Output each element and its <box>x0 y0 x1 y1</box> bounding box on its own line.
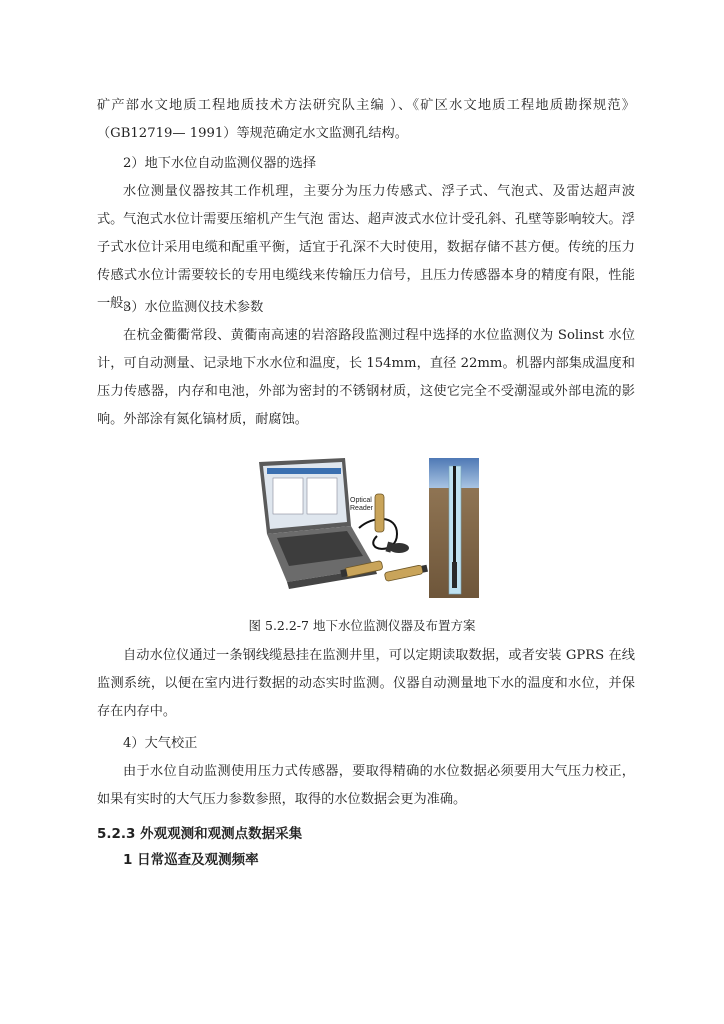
optical-reader-label: Optical Reader <box>350 497 373 512</box>
paragraph-structure-standards: 矿产部水文地质工程地质技术方法研究队主编 ）、《矿区水文地质工程地质勘探规范》（GB12719— 1991）等规范确定水文监测孔结构。 <box>97 98 635 141</box>
subsection-4-heading: 4）大气校正 <box>123 736 198 751</box>
logger-in-well <box>452 562 457 588</box>
optical-reader <box>375 494 384 532</box>
paragraph-auto-monitoring: 自动水位仪通过一条钢线缆悬挂在监测井里，可以定期读取数据，或者安装 GPRS 在线监测系统，以便在室内进行数据的动态实时监测。仪器自动测量地下水的温度和水位，并保存在内存中。 <box>97 648 635 719</box>
subsection-3-heading: 3）水位监测仪技术参数 <box>123 300 264 315</box>
paragraph-solinst-parameters: 在杭金衢衢常段、黄衢南高速的岩溶路段监测过程中选择的水位监测仪为 Solinst 水位计，可自动测量、记录地下水水位和温度，长 154mm，直径 22mm。机器内部集成温度和压力传感器，内存和电池，外部为密封的不锈钢材质，这使它完全不受潮湿或外部电流的影响。外部涂有氮化镐材质，耐腐蚀。 <box>97 328 635 427</box>
section-heading: 5.2.3 外观观测和观测点数据采集 <box>97 826 303 842</box>
paragraph-instrument-comparison: 气泡式水位计需要压缩机产生气泡 雷达、超声波式水位计受孔斜、孔壁等影响较大。浮子式水位计采用电缆和配重平衡，适宜于孔深不大时使用，数据存储不甚方便。传统的压力传感式水位计需要较长的专用电缆线来传输压力信号，且压力传感器本身的精度有限，性能一般。 <box>97 212 635 311</box>
figure-caption: 图 5.2.2-7 地下水位监测仪器及布置方案 <box>248 618 476 633</box>
subsection-2-heading: 2）地下水位自动监测仪器的选择 <box>123 156 317 171</box>
paragraph-instrument-types: 水位测量仪器按其工作机理，主要分为压力传感式、浮子式、气泡式、及雷达超声波式。 <box>97 184 635 227</box>
paragraph-barometric-correction: 由于水位自动监测使用压力式传感器，要取得精确的水位数据必须要用大气压力校正，如果有实时的大气压力参数参照，取得的水位数据会更为准确。 <box>97 764 635 807</box>
screen-titlebar <box>267 468 341 474</box>
subsection-heading: 1 日常巡查及观测频率 <box>123 852 259 868</box>
figure-well-photo <box>429 458 479 598</box>
logger-cable <box>453 466 456 566</box>
sensor-logger-2 <box>384 564 428 582</box>
